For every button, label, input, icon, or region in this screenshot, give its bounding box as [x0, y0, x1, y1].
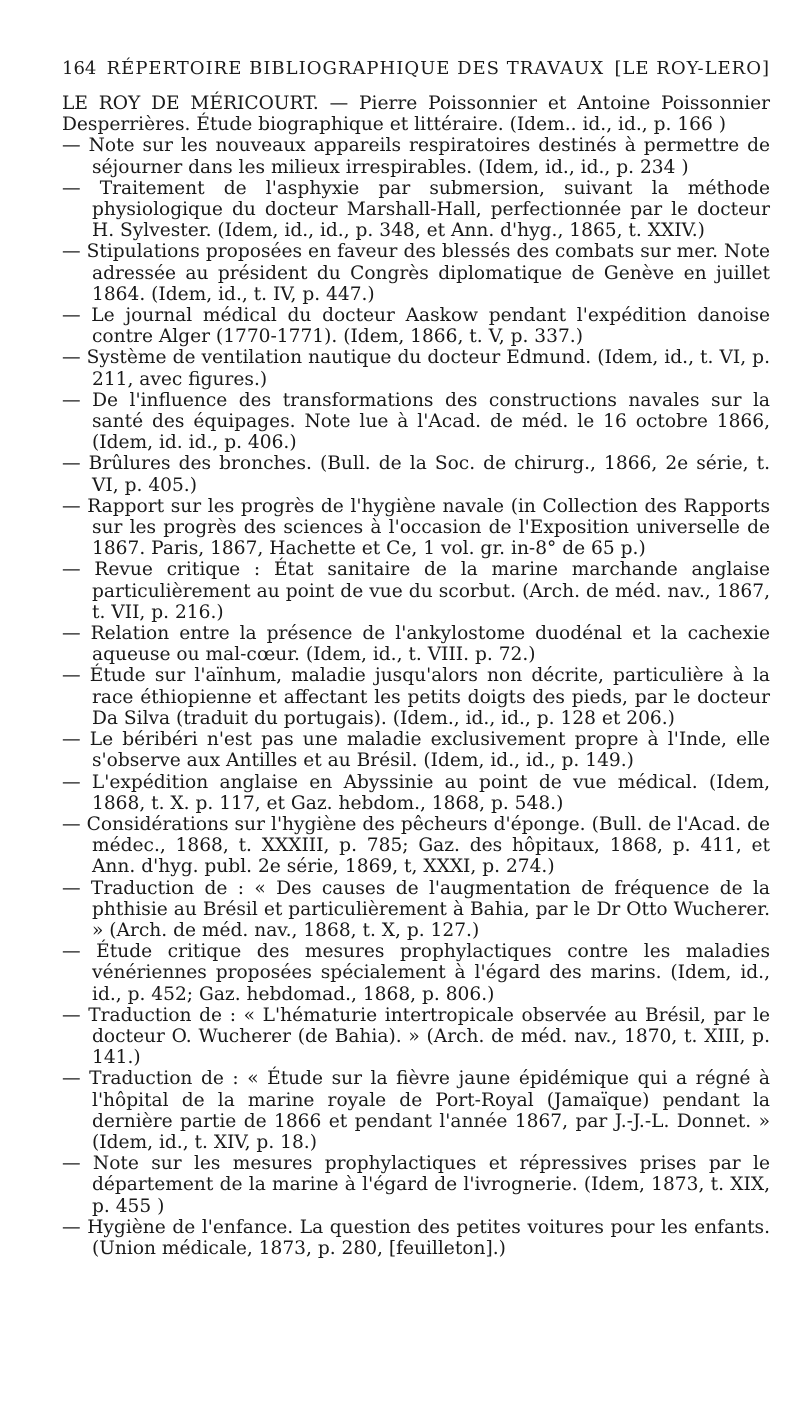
bibliography-entry: — Système de ventilation nautique du docteur Edmund. (Idem, id., t. VI, p. 211, avec figures.)	[62, 347, 770, 390]
bibliography-entry: — Considérations sur l'hygiène des pêcheurs d'éponge. (Bull. de l'Acad. de médec., 1868, t. XXXIII, p. 785; Gaz. des hôpitaux, 1868, p. 411, et Ann. d'hyg. publ. 2e série, 1869, t, XXXI, p. 274.)	[62, 813, 770, 878]
bibliography-entry: — Revue critique : État sanitaire de la marine marchande anglaise particulièrement au point de vue du scorbut. (Arch. de méd. nav., 1867, t. VII, p. 216.)	[62, 559, 770, 623]
alphabetical-range: [LE ROY-LERO]	[614, 58, 770, 79]
bibliography-entry: — Relation entre la présence de l'ankylostome duodénal et la cachexie aqueuse ou mal-cœur. (Idem, id., t. VIII. p. 72.)	[62, 623, 770, 666]
bibliography-entry: — Note sur les nouveaux appareils respiratoires destinés à permettre de séjourner dans les milieux irrespirables. (Idem, id., id., p. 234 )	[62, 135, 770, 178]
bibliography-list	[62, 93, 770, 1259]
bibliography-entry: — Rapport sur les progrès de l'hygiène navale (in Collection des Rapports sur les progrès des sciences à l'occasion de l'Exposition universelle de 1867. Paris, 1867, Hachette et Ce, 1 vol. gr. in-8° de 65 p.)	[62, 495, 770, 560]
bibliography-entry: — Note sur les mesures prophylactiques et répressives prises par le département de la marine à l'égard de l'ivrognerie. (Idem, 1873, t. XIX, p. 455 )	[62, 1153, 770, 1217]
bibliography-entry: — Étude critique des mesures prophylactiques contre les maladies vénériennes proposées spécialement à l'égard des marins. (Idem, id., id., p. 452; Gaz. hebdomad., 1868, p. 806.)	[62, 941, 770, 1005]
running-header	[62, 58, 770, 79]
bibliography-entry: — Stipulations proposées en faveur des blessés des combats sur mer. Note adressée au président du Congrès diplomatique de Genève en juillet 1864. (Idem, id., t. IV, p. 447.)	[62, 241, 770, 305]
bibliography-entry: — De l'influence des transformations des constructions navales sur la santé des équipages. Note lue à l'Acad. de méd. le 16 octobre 1866, (Idem, id. id., p. 406.)	[62, 389, 770, 454]
bibliography-entry: — Le journal médical du docteur Aaskow pendant l'expédition danoise contre Alger (1770-1771). (Idem, 1866, t. V, p. 337.)	[62, 305, 770, 348]
bibliography-entry: — Le béribéri n'est pas une maladie exclusivement propre à l'Inde, elle s'observe aux Antilles et au Brésil. (Idem, id., id., p. 149.)	[62, 729, 770, 772]
bibliography-entry: — Étude sur l'aïnhum, maladie jusqu'alors non décrite, particulière à la race éthiopienne et affectant les petits doigts des pieds, par le docteur Da Silva (traduit du portugais). (Idem., id., id., p. 128 et 206.)	[62, 665, 770, 729]
bibliography-entry: LE ROY DE MÉRICOURT. — Pierre Poissonnier et Antoine Poissonnier Desperrières. Étude biographique et littéraire. (Idem.. id., id., p. 166 )	[62, 93, 770, 136]
bibliography-entry: — Traduction de : « L'hématurie intertropicale observée au Brésil, par le docteur O. Wucherer (de Bahia). » (Arch. de méd. nav., 1870, t. XIII, p. 141.)	[62, 1004, 770, 1069]
running-title: RÉPERTOIRE BIBLIOGRAPHIQUE DES TRAVAUX	[106, 58, 605, 79]
bibliography-entry: — Traduction de : « Des causes de l'augmentation de fréquence de la phthisie au Brésil et particulièrement à Bahia, par le Dr Otto Wucherer. » (Arch. de méd. nav., 1868, t. X, p. 127.)	[62, 877, 770, 941]
bibliography-entry: — Traduction de : « Étude sur la fièvre jaune épidémique qui a régné à l'hôpital de la marine royale de Port-Royal (Jamaïque) pendant la dernière partie de 1866 et pendant l'année 1867, par J.-J.-L. Donnet. » (Idem, id., t. XIV, p. 18.)	[62, 1068, 770, 1153]
bibliography-entry: — Hygiène de l'enfance. La question des petites voitures pour les enfants. (Union médicale, 1873, p. 280, [feuilleton].)	[62, 1216, 770, 1259]
page-number: 164	[62, 58, 97, 79]
bibliography-entry: — Brûlures des bronches. (Bull. de la Soc. de chirurg., 1866, 2e série, t. VI, p. 405.)	[62, 453, 770, 496]
bibliography-entry: — Traitement de l'asphyxie par submersion, suivant la méthode physiologique du docteur Marshall-Hall, perfectionnée par le docteur H. Sylvester. (Idem, id., id., p. 348, et Ann. d'hyg., 1865, t. XXIV.)	[62, 177, 770, 242]
bibliography-entry: — L'expédition anglaise en Abyssinie au point de vue médical. (Idem, 1868, t. X. p. 117, et Gaz. hebdom., 1868, p. 548.)	[62, 771, 770, 814]
